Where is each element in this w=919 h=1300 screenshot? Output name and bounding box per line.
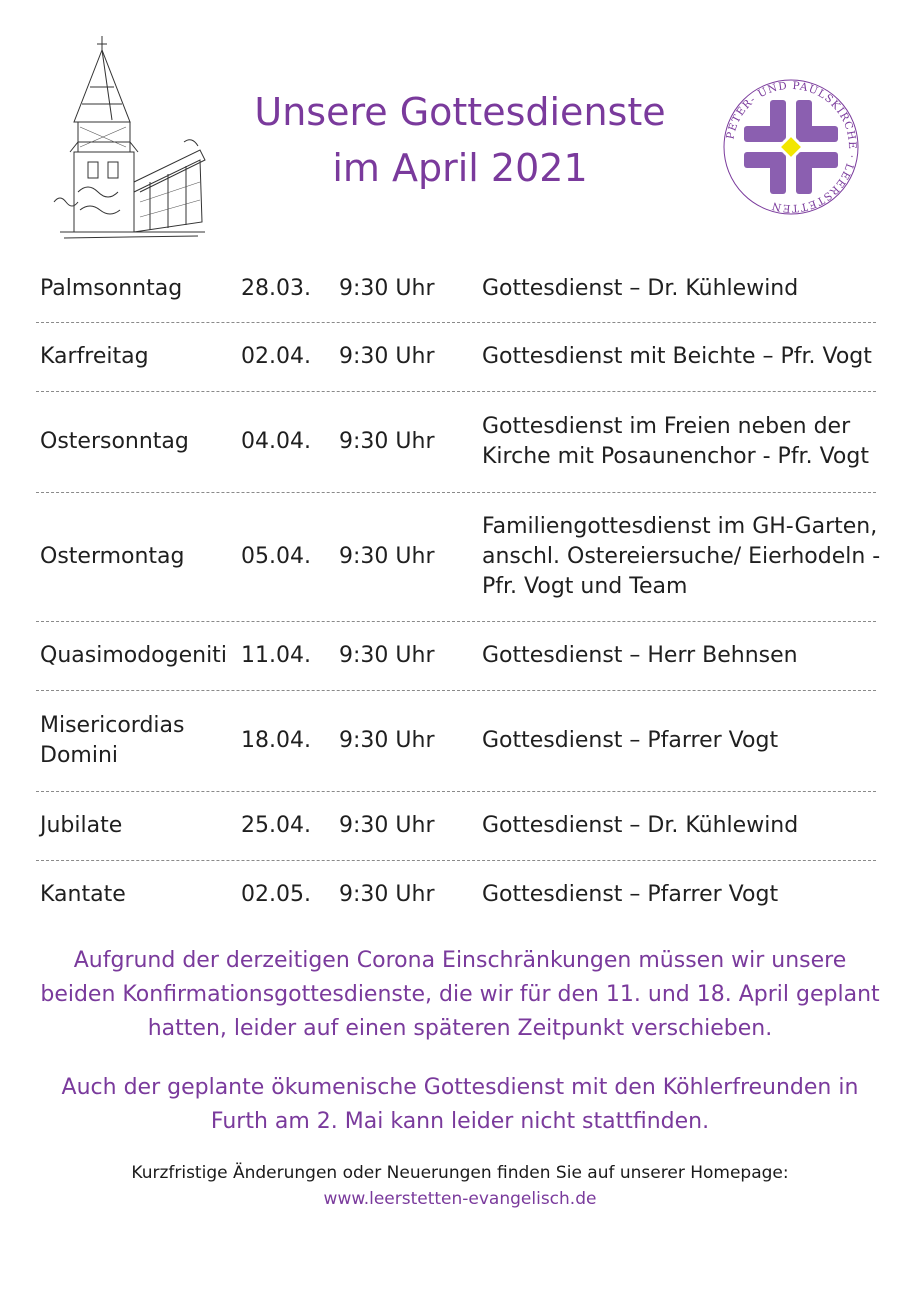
- service-name: Karfreitag: [40, 344, 149, 369]
- corona-notice: Aufgrund der derzeitigen Corona Einschränkungen müssen wir unsere beiden Konfirmationsgottesdienste, die wir für den 11. und 18. April geplant hatten, leider auf einen späteren Zeitpunkt verschieben.: [40, 948, 880, 1041]
- service-date: 28.03.: [241, 275, 311, 301]
- ecumenical-notice: Auch der geplante ökumenische Gottesdienst mit den Köhlerfreunden in Furth am 2. Mai kann leider nicht stattfinden.: [61, 1075, 859, 1134]
- service-date: 02.04.: [241, 344, 311, 369]
- table-row: [36, 622, 876, 691]
- service-date: 05.04.: [241, 544, 311, 569]
- homepage-link[interactable]: www.leerstetten-evangelisch.de: [323, 1189, 597, 1209]
- table-row: [36, 792, 876, 861]
- service-time: 9:30 Uhr: [339, 643, 435, 668]
- service-description: Gottesdienst mit Beichte – Pfr. Vogt: [482, 344, 872, 369]
- footer-text: Kurzfristige Änderungen oder Neuerungen finden Sie auf unserer Homepage:: [131, 1163, 789, 1183]
- church-drawing: [50, 32, 210, 242]
- service-time: 9:30 Uhr: [339, 813, 435, 838]
- service-date: 18.04.: [241, 728, 311, 753]
- service-name: Jubilate: [40, 813, 123, 838]
- title-line-1: Unsere Gottesdienste: [254, 90, 666, 134]
- service-name: Quasimodogeniti: [40, 643, 227, 668]
- table-row: [36, 691, 876, 792]
- service-date: 02.05.: [241, 882, 311, 907]
- church-logo: [722, 78, 860, 216]
- service-time: 9:30 Uhr: [339, 882, 435, 907]
- table-row: [36, 861, 876, 929]
- service-description: Gottesdienst – Pfarrer Vogt: [482, 882, 779, 907]
- service-name: Ostersonntag: [40, 429, 189, 454]
- footer: [40, 1160, 880, 1212]
- service-description: Gottesdienst – Herr Behnsen: [482, 643, 798, 668]
- table-row: [36, 323, 876, 392]
- service-name: Kantate: [40, 882, 126, 907]
- service-date: 11.04.: [241, 643, 311, 668]
- table-row: [36, 392, 876, 493]
- page-title: [230, 84, 690, 196]
- service-table: [36, 255, 881, 929]
- service-name: Palmsonntag: [40, 275, 183, 301]
- service-time: 9:30 Uhr: [339, 344, 435, 369]
- service-description: Gottesdienst – Pfarrer Vogt: [482, 728, 779, 753]
- service-name: Misericordias Domini: [40, 713, 185, 768]
- table-row: [36, 255, 876, 323]
- service-description: Familiengottesdienst im GH-Garten, anschl. Ostereiersuche/ Eierhodeln - Pfr. Vogt und Team: [482, 514, 881, 599]
- service-time: 9:30 Uhr: [339, 728, 435, 753]
- service-time: 9:30 Uhr: [339, 275, 435, 301]
- service-name: Ostermontag: [40, 544, 185, 569]
- service-description: Gottesdienst – Dr. Kühlewind: [482, 275, 799, 301]
- service-time: 9:30 Uhr: [339, 429, 435, 454]
- logo-ring-text: PETER- UND PAULSKIRCHE · LEERSTETTEN: [724, 79, 859, 215]
- service-time: 9:30 Uhr: [339, 544, 435, 569]
- service-description: Gottesdienst – Dr. Kühlewind: [482, 813, 799, 838]
- service-date: 04.04.: [241, 429, 311, 454]
- title-line-2: im April 2021: [332, 146, 588, 190]
- service-description: Gottesdienst im Freien neben der Kirche mit Posaunenchor - Pfr. Vogt: [482, 414, 869, 469]
- table-row: [36, 493, 881, 622]
- service-date: 25.04.: [241, 813, 311, 838]
